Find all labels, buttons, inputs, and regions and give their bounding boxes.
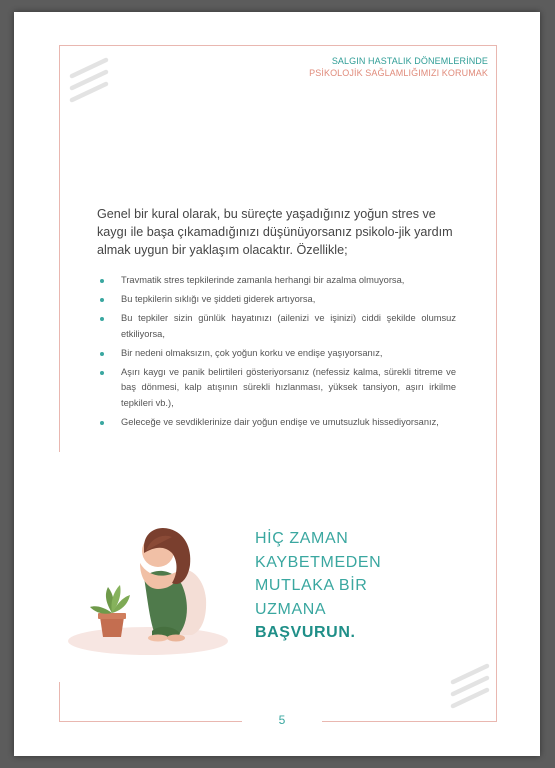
bullet-dot-icon (100, 352, 104, 356)
list-item-text: Travmatik stres tepkilerinde zamanla herhangi bir azalma olmuyorsa, (121, 275, 405, 285)
list-item (100, 273, 456, 289)
bullet-dot-icon (100, 298, 104, 302)
list-item (100, 346, 456, 362)
bullet-dot-icon (100, 371, 104, 375)
header-line-1: SALGIN HASTALIK DÖNEMLERİNDE (331, 56, 488, 66)
cta-line-1: HİÇ ZAMAN (255, 530, 349, 547)
bullet-list (100, 273, 456, 434)
cta-line-4: UZMANA (255, 600, 327, 618)
header-line-2: PSİKOLOJİK SAĞLAMLIĞIMIZI KORUMAK (309, 68, 488, 78)
cta-line-2: KAYBETMEDEN (255, 553, 382, 571)
list-item (100, 365, 456, 412)
bullet-dot-icon (100, 279, 104, 283)
cta-line-5: BAŞVURUN. (255, 624, 356, 641)
sad-woman-illustration (60, 507, 230, 657)
stripes-decoration-icon (449, 662, 493, 717)
list-item-text: Bu tepkiler sizin günlük hayatınızı (ailenizi ve işinizi) ciddi şekilde olumsuz etkiliyorsa, (121, 313, 456, 339)
stripes-decoration-icon (68, 56, 112, 111)
list-item (100, 292, 456, 308)
list-item-text: Bu tepkilerin sıklığı ve şiddeti giderek artıyorsa, (121, 294, 316, 304)
page-number: 5 (278, 713, 286, 727)
document-page (14, 12, 540, 756)
document-header (309, 55, 488, 79)
list-item-text: Aşırı kaygı ve panik belirtileri gösteriyorsanız (nefessiz kalma, sürekli titreme ve baş dönmesi, kalp atışının sürekli hızlanması, yüksek tansiyon, aşırı irkilme tepkileri vb.), (121, 366, 456, 408)
call-to-action (255, 527, 435, 645)
cta-line-3: MUTLAKA BİR (255, 577, 368, 594)
list-item (100, 311, 456, 342)
list-item-text: Geleceğe ve sevdiklerinize dair yoğun endişe ve umutsuzluk hissediyorsanız, (121, 416, 439, 427)
bullet-dot-icon (100, 317, 104, 321)
bullet-dot-icon (100, 421, 104, 425)
list-item-text: Bir nedeni olmaksızın, çok yoğun korku ve endişe yaşıyorsanız, (121, 347, 383, 358)
list-item (100, 415, 456, 431)
intro-paragraph: Genel bir kural olarak, bu süreçte yaşadığınız yoğun stres ve kaygı ile başa çıkamadığınızı düşünüyorsanız psikolo-jik yardım almak uygun bir yaklaşım olacaktır. Özellikle; (97, 207, 453, 257)
